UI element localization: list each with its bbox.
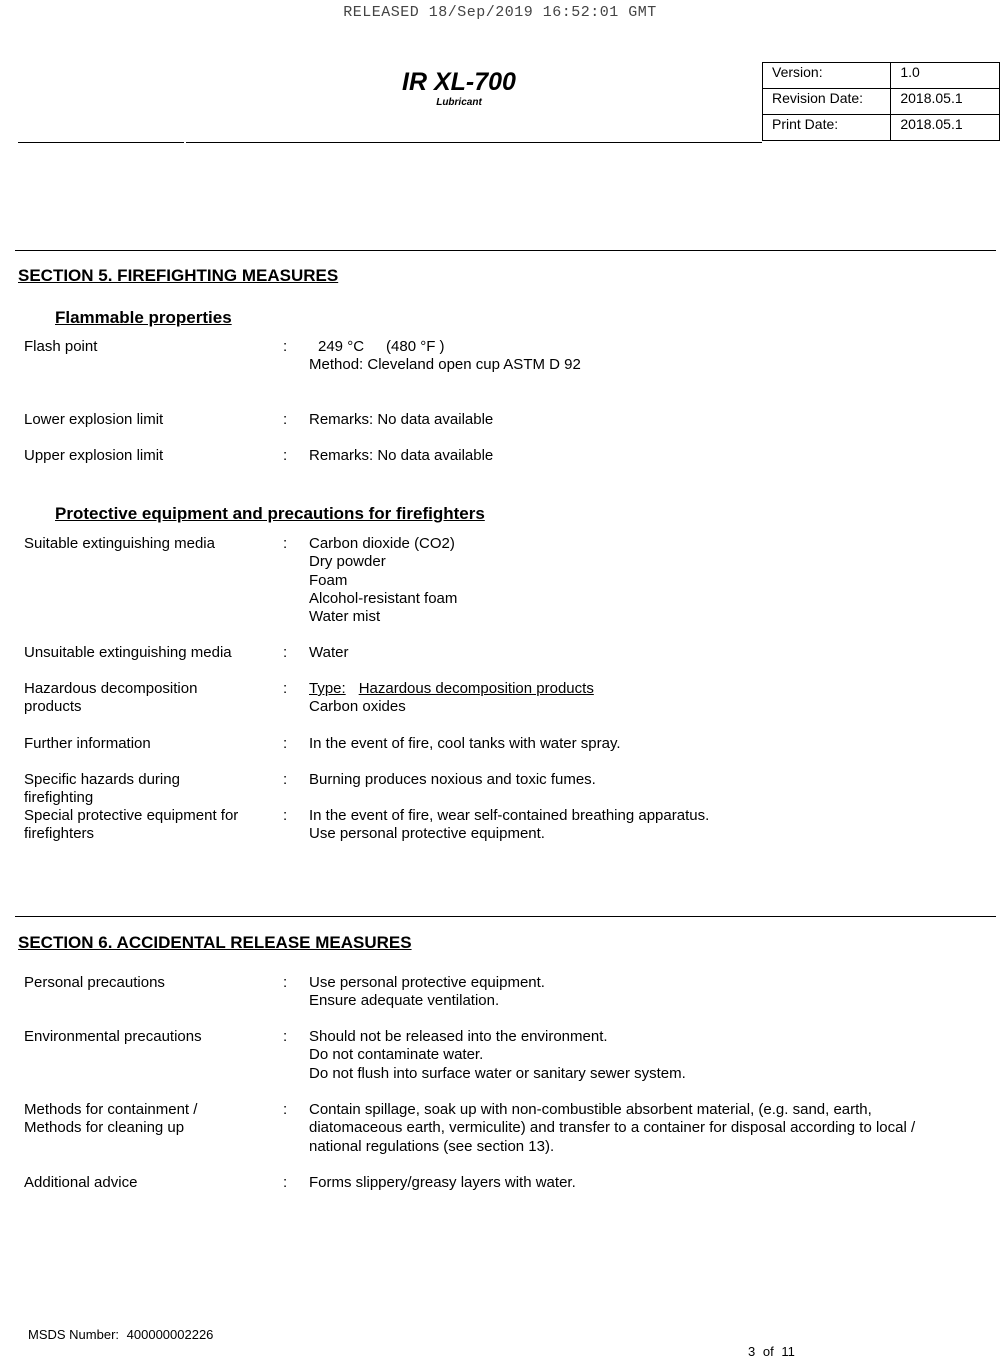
label-line: Methods for cleaning up — [24, 1119, 185, 1137]
section-5-rule — [15, 250, 996, 251]
header-rule-middle — [186, 142, 762, 143]
release-stamp: RELEASED 18/Sep/2019 16:52:01 GMT — [343, 4, 657, 21]
label-line: Special protective equipment for — [24, 807, 239, 824]
special-equipment-values — [309, 807, 979, 844]
protective-equipment-title: Protective equipment and precautions for firefighters — [55, 504, 485, 523]
section-6-title: SECTION 6. ACCIDENTAL RELEASE MEASURES — [18, 933, 412, 952]
label-line: products — [24, 698, 82, 716]
label-line: firefighting — [24, 789, 94, 807]
page-total: 11 — [781, 1344, 795, 1359]
header-rule-left — [18, 142, 184, 143]
meta-value: 2018.05.1 — [891, 89, 1000, 115]
special-equipment-label — [24, 807, 269, 844]
colon: : — [283, 411, 288, 428]
section-5-title: SECTION 5. FIREFIGHTING MEASURES — [18, 266, 339, 285]
specific-hazards-value: Burning produces noxious and toxic fumes. — [309, 771, 596, 788]
msds-number-label: MSDS Number: — [28, 1327, 120, 1342]
colon: : — [283, 771, 288, 788]
meta-row-version — [763, 63, 1000, 89]
flash-point-label: Flash point — [24, 338, 98, 355]
list-item: Foam — [309, 571, 348, 589]
unsuitable-media-value: Water — [309, 644, 349, 661]
additional-advice-label: Additional advice — [24, 1174, 138, 1191]
page-current: 3 — [748, 1344, 756, 1359]
list-item: Should not be released into the environment. — [309, 1028, 608, 1045]
personal-precautions-values — [309, 974, 979, 1011]
meta-value: 2018.05.1 — [891, 115, 1000, 141]
page-of: of — [762, 1344, 774, 1359]
text-line: national regulations (see section 13). — [309, 1137, 555, 1155]
msds-number-value: 400000002226 — [126, 1327, 214, 1342]
section-6-rule — [15, 916, 996, 917]
document-meta-table — [762, 62, 1000, 141]
list-item: Water mist — [309, 608, 381, 626]
flash-point-value — [309, 338, 979, 375]
list-item: Ensure adequate ventilation. — [309, 992, 500, 1010]
flash-point-celsius: 249 °C — [318, 338, 365, 355]
further-information-label: Further information — [24, 735, 151, 752]
upper-explosion-limit-value: Remarks: No data available — [309, 447, 494, 464]
list-item: In the event of fire, wear self-contained breathing apparatus. — [309, 807, 710, 824]
label-line: Methods for containment / — [24, 1101, 198, 1118]
label-line: Hazardous decomposition — [24, 680, 198, 697]
text-line: Contain spillage, soak up with non-combustible absorbent material, (e.g. sand, earth, — [309, 1101, 872, 1118]
flash-point-method: Method: Cleveland open cup ASTM D 92 — [309, 356, 581, 374]
product-name: IR XL-700 — [402, 68, 516, 96]
list-item: Use personal protective equipment. — [309, 825, 545, 843]
lower-explosion-limit-label: Lower explosion limit — [24, 411, 164, 428]
meta-row-print-date — [763, 115, 1000, 141]
list-item: Use personal protective equipment. — [309, 974, 545, 991]
lower-explosion-limit-value: Remarks: No data available — [309, 411, 494, 428]
meta-value: 1.0 — [891, 63, 1000, 89]
further-information-value: In the event of fire, cool tanks with water spray. — [309, 735, 621, 752]
colon: : — [283, 1028, 288, 1045]
colon: : — [283, 807, 288, 824]
flammable-properties-title: Flammable properties — [55, 308, 232, 327]
list-item: Alcohol-resistant foam — [309, 589, 458, 607]
colon: : — [283, 338, 288, 355]
meta-label: Print Date: — [763, 115, 891, 141]
decomposition-product: Carbon oxides — [309, 698, 406, 716]
colon: : — [283, 535, 288, 552]
product-type: Lubricant — [436, 97, 482, 108]
label-line: firefighters — [24, 825, 95, 843]
hazardous-decomposition-value — [309, 680, 979, 717]
suitable-media-values — [309, 535, 979, 626]
meta-row-revision-date — [763, 89, 1000, 115]
list-item: Carbon dioxide (CO2) — [309, 535, 455, 552]
colon: : — [283, 680, 288, 697]
colon: : — [283, 1101, 288, 1118]
additional-advice-value: Forms slippery/greasy layers with water. — [309, 1174, 576, 1191]
list-item: Do not contaminate water. — [309, 1046, 484, 1064]
colon: : — [283, 735, 288, 752]
colon: : — [283, 644, 288, 661]
page-number — [748, 1344, 795, 1359]
list-item: Dry powder — [309, 553, 386, 571]
flash-point-fahrenheit: (480 °F ) — [386, 338, 445, 355]
environmental-precautions-values — [309, 1028, 979, 1083]
containment-methods-values — [309, 1101, 979, 1156]
msds-number — [28, 1327, 213, 1342]
label-line: Specific hazards during — [24, 771, 180, 788]
containment-methods-label — [24, 1101, 269, 1138]
colon: : — [283, 1174, 288, 1191]
hazardous-decomposition-label — [24, 680, 269, 717]
meta-label: Revision Date: — [763, 89, 891, 115]
text-line: diatomaceous earth, vermiculite) and transfer to a container for disposal according to local / — [309, 1119, 916, 1137]
suitable-media-label: Suitable extinguishing media — [24, 535, 215, 552]
colon: : — [283, 974, 288, 991]
meta-label: Version: — [763, 63, 891, 89]
specific-hazards-label — [24, 771, 269, 808]
type-value: Hazardous decomposition products — [358, 680, 594, 697]
upper-explosion-limit-label: Upper explosion limit — [24, 447, 164, 464]
colon: : — [283, 447, 288, 464]
list-item: Do not flush into surface water or sanitary sewer system. — [309, 1064, 686, 1082]
type-label: Type: — [309, 680, 346, 697]
environmental-precautions-label: Environmental precautions — [24, 1028, 202, 1045]
personal-precautions-label: Personal precautions — [24, 974, 165, 991]
unsuitable-media-label: Unsuitable extinguishing media — [24, 644, 232, 661]
